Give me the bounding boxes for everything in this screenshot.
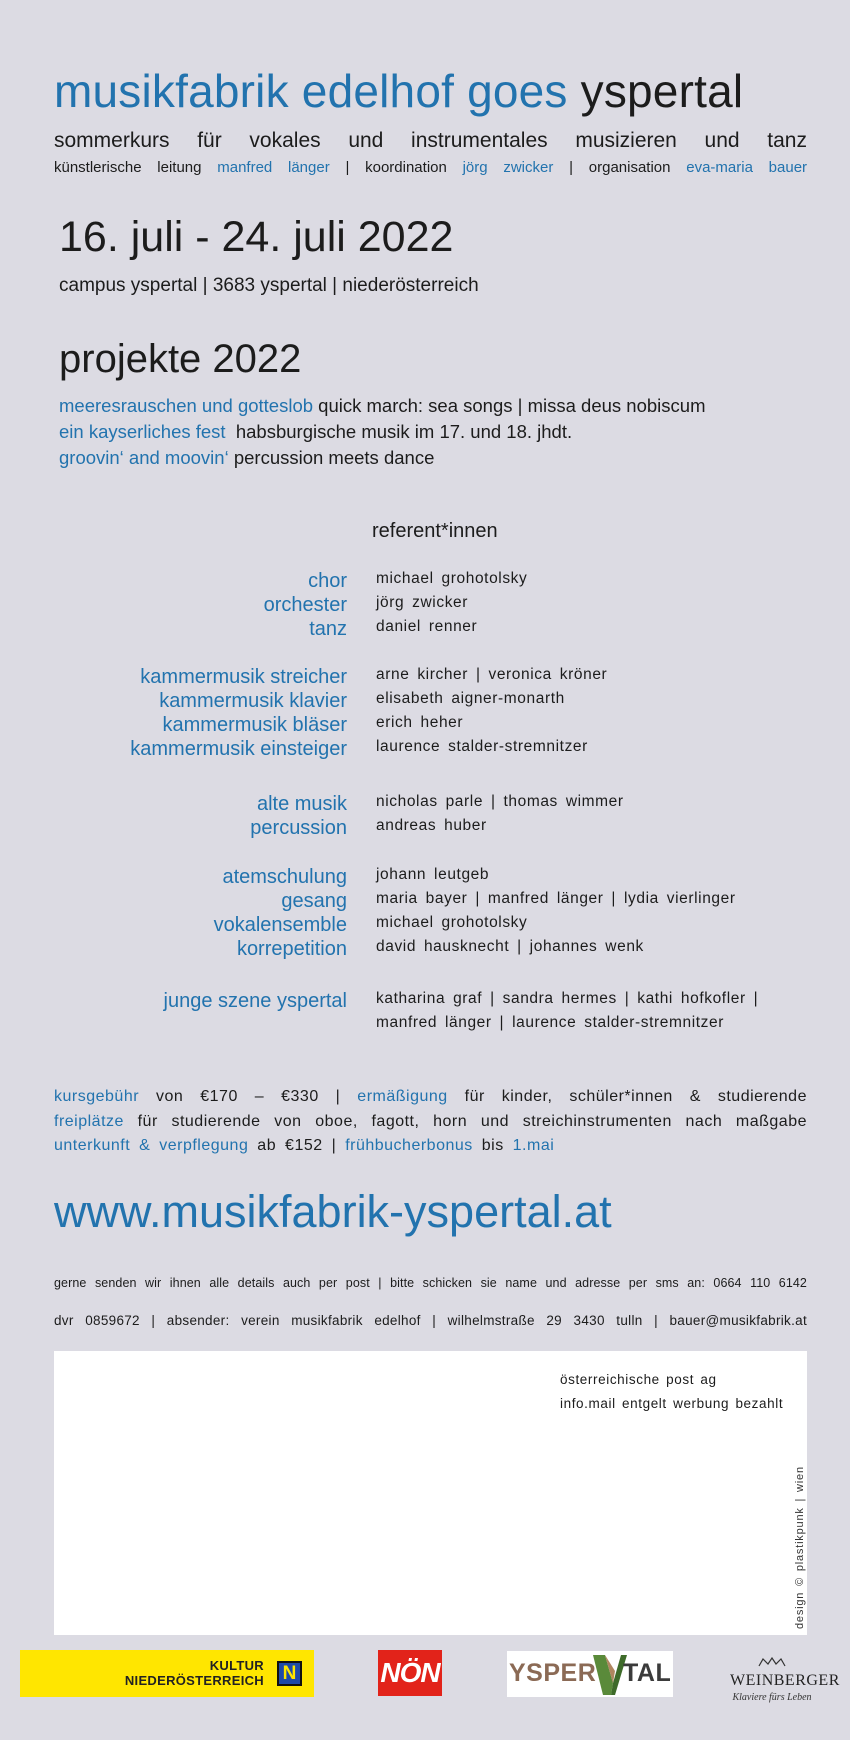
fee-date: 1.mai: [512, 1137, 555, 1154]
website-link[interactable]: www.musikfabrik-yspertal.at: [54, 1186, 612, 1237]
teacher-name: elisabeth aigner-monarth: [376, 690, 565, 707]
subject-labels: [264, 569, 347, 641]
subject-label: atemschulung: [222, 866, 347, 888]
separator: |: [345, 159, 350, 176]
kultur-niederoesterreich-logo: [20, 1650, 314, 1697]
kultur-line2: NIEDERÖSTERREICH: [124, 1673, 264, 1688]
fee-term: freiplätze: [54, 1112, 124, 1130]
teacher-name: daniel renner: [376, 618, 478, 635]
project-item: [59, 419, 705, 445]
project-desc: habsburgische musik im 17. und 18. jhdt.: [235, 421, 573, 442]
fee-text: für studierende von oboe, fagott, horn und streichinstrumenten nach maßgabe: [137, 1112, 807, 1130]
credits-line: [54, 159, 807, 176]
project-item: [59, 445, 705, 471]
fees-line: [54, 1134, 807, 1159]
subtitle: sommerkurs für vokales und instrumentales musizieren und tanz: [54, 129, 807, 152]
credit-name: jörg zwicker: [462, 159, 554, 176]
teacher-names: [376, 987, 758, 1035]
yspertal-mark-icon: [591, 1653, 627, 1697]
yspertal-part1: YSPER: [509, 1659, 597, 1687]
project-name: groovin‘ and moovin‘: [59, 447, 229, 468]
project-desc: quick march: sea songs | missa deus nobiscum: [318, 395, 706, 416]
fee-term: kursgebühr: [54, 1088, 140, 1105]
credit-role: koordination: [365, 159, 447, 176]
subject-label: junge szene yspertal: [163, 990, 347, 1012]
postage-info: [560, 1368, 783, 1416]
kultur-line1: KULTUR: [209, 1658, 264, 1673]
shield-letter: N: [282, 1663, 297, 1684]
referents-heading: referent*innen: [372, 520, 498, 542]
credit-name: eva-maria bauer: [686, 159, 808, 176]
design-credit: design © plastikpunk | wien: [794, 1466, 806, 1629]
teacher-name: erich heher: [376, 714, 464, 731]
event-venue: campus yspertal | 3683 yspertal | niederösterreich: [59, 275, 479, 296]
teacher-name: michael grohotolsky: [376, 914, 528, 931]
title-blue: musikfabrik edelhof goes: [54, 65, 568, 117]
address-field: [54, 1351, 807, 1635]
teacher-name: maria bayer | manfred länger | lydia vierlinger: [376, 890, 736, 907]
project-desc: percussion meets dance: [233, 447, 435, 468]
fee-text: von €170 – €330 |: [156, 1088, 341, 1105]
teacher-name: johann leutgeb: [376, 866, 490, 883]
weinberger-brand: WEINBERGER: [730, 1672, 840, 1689]
post-line: info.mail entgelt werbung bezahlt: [560, 1396, 784, 1411]
teacher-names: [376, 790, 624, 838]
subject-label: tanz: [309, 618, 347, 640]
teacher-name: nicholas parle | thomas wimmer: [376, 793, 624, 810]
project-name: meeresrauschen und gotteslob: [59, 395, 314, 416]
teacher-names: [376, 567, 527, 639]
fee-text: für kinder, schüler*innen & studierende: [464, 1088, 807, 1105]
subject-labels: [214, 865, 347, 961]
subject-labels: [164, 989, 347, 1013]
subject-label: percussion: [250, 817, 347, 839]
subject-label: kammermusik klavier: [159, 690, 347, 712]
project-name: ein kayserliches fest: [59, 421, 226, 442]
subject-label: chor: [308, 570, 347, 592]
subject-labels: [250, 792, 347, 840]
crown-icon: [757, 1657, 787, 1667]
teacher-names: [376, 663, 607, 759]
subject-label: kammermusik streicher: [140, 666, 347, 688]
shield-icon: [277, 1661, 302, 1686]
subject-label: alte musik: [256, 793, 347, 815]
teacher-name: jörg zwicker: [376, 594, 469, 611]
kultur-logo-text: [125, 1658, 264, 1688]
fees-info: [54, 1085, 807, 1159]
teacher-name: michael grohotolsky: [376, 570, 528, 587]
noen-logo: NÖN: [378, 1650, 442, 1696]
subject-label: orchester: [263, 594, 347, 616]
teacher-name: andreas huber: [376, 817, 487, 834]
fees-line: [54, 1110, 807, 1135]
credit-name: manfred länger: [217, 159, 330, 176]
main-title: [54, 64, 743, 118]
project-item: [59, 393, 705, 419]
weinberger-logo: [730, 1654, 840, 1703]
credit-role: künstlerische leitung: [54, 159, 202, 176]
teacher-name: david hausknecht | johannes wenk: [376, 938, 644, 955]
teacher-names: [376, 863, 736, 959]
fee-term: frühbucherbonus: [345, 1137, 473, 1154]
subject-label: gesang: [281, 890, 347, 912]
credit-role: organisation: [588, 159, 671, 176]
subject-label: kammermusik bläser: [162, 714, 347, 736]
subject-label: korrepetition: [236, 938, 347, 960]
fee-term: ermäßigung: [357, 1088, 448, 1105]
fees-line: [54, 1085, 807, 1110]
separator: |: [569, 159, 574, 176]
fee-text: ab €152 |: [257, 1137, 337, 1154]
sender-line: dvr 0859672 | absender: verein musikfabrik edelhof | wilhelmstraße 29 3430 tulln | bauer@musikfabrik.at: [54, 1313, 807, 1328]
fee-term: unterkunft & verpflegung: [54, 1137, 249, 1154]
yspertal-part2: TAL: [623, 1659, 672, 1687]
subject-labels: [130, 665, 347, 761]
teacher-name: katharina graf | sandra hermes | kathi hofkofler |: [376, 990, 759, 1007]
projects-heading: projekte 2022: [59, 337, 302, 381]
post-line: österreichische post ag: [560, 1372, 717, 1387]
title-dark: yspertal: [580, 65, 744, 117]
weinberger-tagline: Klaviere fürs Leben: [732, 1692, 812, 1703]
fee-text: bis: [481, 1137, 504, 1154]
subject-label: vokalensemble: [213, 914, 347, 936]
projects-list: [59, 393, 705, 471]
contact-line: gerne senden wir ihnen alle details auch per post | bitte schicken sie name und adresse per sms an: 0664 110 6142: [54, 1276, 807, 1290]
teacher-name: laurence stalder-stremnitzer: [376, 738, 588, 755]
subject-label: kammermusik einsteiger: [130, 738, 347, 760]
teacher-name: arne kircher | veronica kröner: [376, 666, 608, 683]
teacher-name: manfred länger | laurence stalder-stremnitzer: [376, 1014, 724, 1031]
event-date: 16. juli - 24. juli 2022: [59, 213, 454, 261]
yspertal-logo: [507, 1651, 673, 1697]
